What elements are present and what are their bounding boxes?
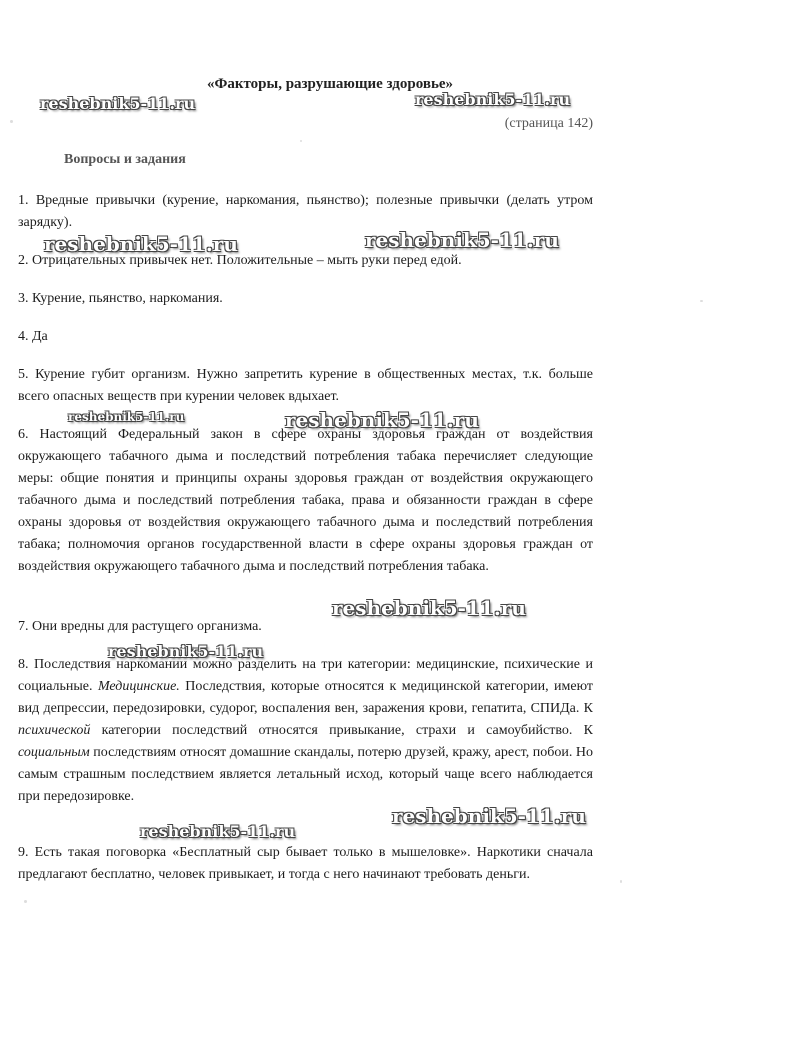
scan-speck (700, 300, 703, 302)
answer-8-italic-social: социальным (18, 745, 90, 760)
answer-9: 9. Есть такая поговорка «Бесплатный сыр бывает только в мышеловке». Наркотики сначала предлагают бесплатно, человек привыкает, и тогда с него начинают требовать деньги. (18, 845, 593, 882)
answer-8-italic-psychic: психической (18, 723, 91, 738)
watermark: reshebnik5-11.ru (68, 410, 185, 424)
watermark: reshebnik5-11.ru (415, 90, 571, 109)
answer-8-part2: Последствия, которые относятся к медицинской категории, имеют вид депрессии, передозировки, судорог, воспаления вен, заражения крови, гепатита, СПИДа. К (18, 679, 593, 716)
watermark: reshebnik5-11.ru (392, 804, 586, 828)
answer-7: 7. Они вредны для растущего организма. (18, 619, 262, 634)
watermark: reshebnik5-11.ru (40, 94, 196, 113)
answer-8-part1: 8. Последствия наркомании можно разделить на три категории: медицинские, психические и социальные. (18, 657, 593, 694)
watermark: reshebnik5-11.ru (108, 642, 264, 661)
answer-1: 1. Вредные привычки (курение, наркомания, пьянство); полезные привычки (делать утром зарядку). (18, 193, 593, 230)
answer-6: 6. Настоящий Федеральный закон в сфере охраны здоровья граждан от воздействия окружающего табачного дыма и последствий потребления табака перечисляет следующие меры: общие понятия и принципы охраны здоровья граждан от воздействия окружающего табачного дыма и последствий потребления табака, права и обязанности граждан в сфере охраны здоровья от воздействия окружающего табачного дыма и последствий потребления табака; полномочия органов государственной власти в сфере охраны здоровья граждан от воздействия окружающего табачного дыма и последствий потребления табака. (18, 427, 593, 574)
answer-8 (18, 654, 593, 808)
watermark: reshebnik5-11.ru (285, 408, 479, 432)
document-title: «Факторы, разрушающие здоровье» (206, 76, 454, 92)
answer-3: 3. Курение, пьянство, наркомания. (18, 291, 223, 306)
answer-5: 5. Курение губит организм. Нужно запретить курение в общественных местах, т.к. больше всего опасных веществ при курении человек вдыхает. (18, 367, 593, 404)
answer-8-part4: последствиям относят домашние скандалы, потерю друзей, кражу, арест, побои. Но самым страшным последствием является летальный исход, который чаще всего наблюдается при передозировке. (18, 745, 593, 804)
watermark: reshebnik5-11.ru (365, 228, 559, 252)
answer-8-part3: категории последствий относятся привыкание, страхи и самоубийство. К (90, 723, 593, 738)
scan-speck (300, 140, 302, 142)
section-heading: Вопросы и задания (64, 152, 186, 167)
page-reference: (страница 142) (504, 116, 593, 131)
scan-speck (10, 120, 13, 123)
answer-4: 4. Да (18, 329, 48, 344)
scan-speck (24, 900, 27, 903)
answer-2: 2. Отрицательных привычек нет. Положительные – мыть руки перед едой. (18, 253, 462, 268)
watermark: reshebnik5-11.ru (140, 822, 296, 841)
scan-speck (620, 880, 622, 883)
watermark: reshebnik5-11.ru (332, 596, 526, 620)
watermark: reshebnik5-11.ru (44, 232, 238, 256)
answer-8-italic-medical: Медицинские. (97, 679, 180, 694)
